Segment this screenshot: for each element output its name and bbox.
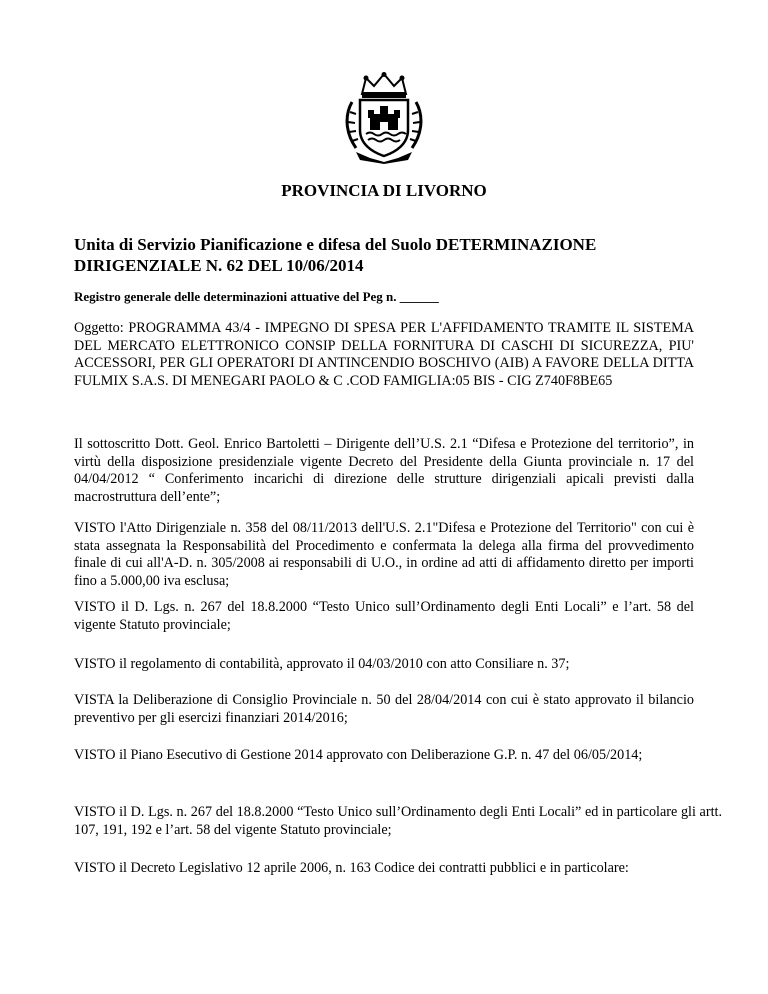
visto-regolamento-contabilita: VISTO il regolamento di contabilità, approvato il 04/03/2010 con atto Consiliare n. 37; (74, 656, 570, 672)
visto-dlgs-267: VISTO il D. Lgs. n. 267 del 18.8.2000 “Testo Unico sull’Ordinamento degli Enti Locali” e l’art. 58 del vigente Statuto provinciale; (74, 599, 694, 633)
visto-atto-dirigenziale: VISTO l'Atto Dirigenziale n. 358 del 08/11/2013 dell'U.S. 2.1"Difesa e Protezione del Territorio" con cui è stata assegnata la Responsabilità del Procedimento e confermata la delega alla firma del provvedimento finale di cui all'A-D. n. 305/2008 ai responsabili di U.O., in ordine ad atti di affidamento diretto per importi fino a 5.000,00 iva esclusa; (74, 520, 694, 589)
vista-deliberazione-consiglio: VISTA la Deliberazione di Consiglio Provinciale n. 50 del 28/04/2014 con cui è stato approvato il bilancio preventivo per gli esercizi finanziari 2014/2016; (74, 692, 694, 726)
visto-dlgs-267-articoli: VISTO il D. Lgs. n. 267 del 18.8.2000 “Testo Unico sull’Ordinamento degli Enti Locali” ed in particolare gli artt. 107, 191, 192 e l’art. 58 del vigente Statuto provinciale; (74, 804, 722, 838)
visto-piano-esecutivo: VISTO il Piano Esecutivo di Gestione 2014 approvato con Deliberazione G.P. n. 47 del 06/05/2014; (74, 747, 643, 763)
signatory-paragraph: Il sottoscritto Dott. Geol. Enrico Bartoletti – Dirigente dell’U.S. 2.1 “Difesa e Protezione del territorio”, in virtù della disposizione presidenziale vigente Decreto del Presidente della Giunta provinciale n. 17 del 04/04/2012 “ Conferimento incarichi di direzione delle strutture dirigenziali apicali previsti dalla macrostruttura dell’ente”; (74, 436, 694, 505)
registry-line: Registro generale delle determinazioni attuative del Peg n. ______ (74, 289, 439, 304)
subject-paragraph: Oggetto: PROGRAMMA 43/4 - IMPEGNO DI SPESA PER L'AFFIDAMENTO TRAMITE IL SISTEMA DEL MERCATO ELETTRONICO CONSIP DELLA FORNITURA DI CASCHI DI SICUREZZA, PIU' ACCESSORI, PER GLI OPERATORI DI ANTINCENDIO BOSCHIVO (AIB) A FAVORE DELLA DITTA FULMIX S.A.S. DI MENEGARI PAOLO & C .COD FAMIGLIA:05 BIS - CIG Z740F8BE65 (74, 320, 694, 389)
agency-name: PROVINCIA DI LIVORNO (281, 181, 487, 200)
crest-icon (342, 72, 426, 164)
determination-title: Unita di Servizio Pianificazione e difesa del Suolo DETERMINAZIONE DIRIGENZIALE N. 62 DEL 10/06/2014 (74, 235, 597, 275)
visto-decreto-163: VISTO il Decreto Legislativo 12 aprile 2006, n. 163 Codice dei contratti pubblici e in particolare: (74, 860, 629, 876)
